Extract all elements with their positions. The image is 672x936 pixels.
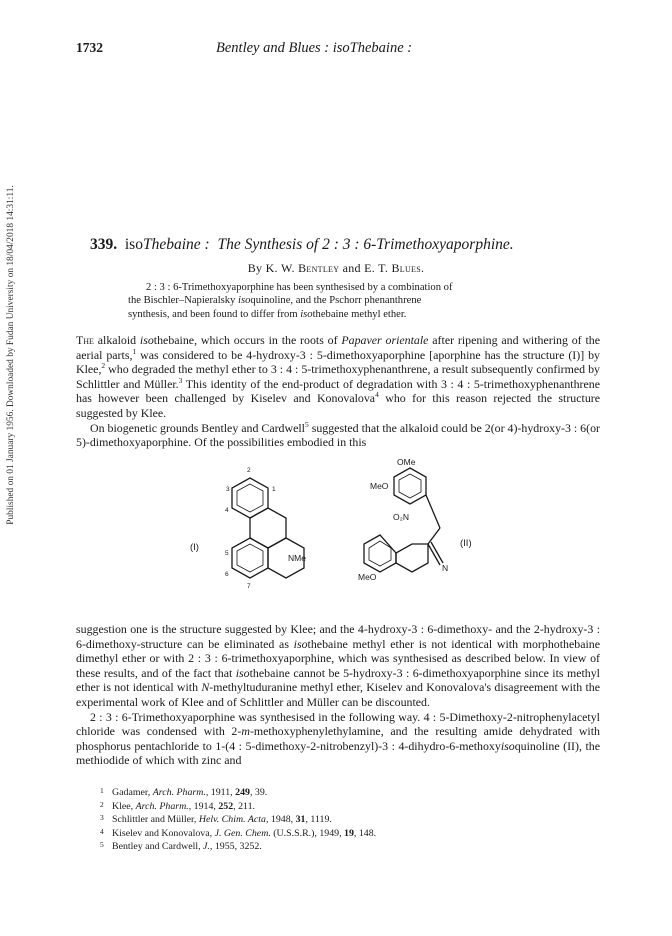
chemical-structures [190,458,502,620]
article-title [90,236,600,254]
byline-and: and E. T. [339,261,392,275]
structure-figure [190,458,502,620]
running-head: Bentley and Blues : isoThebaine : [216,40,413,56]
atom-number-2: 2 [247,467,251,474]
ring-isoquinoline-inner [369,541,391,566]
author-2: Blues [391,261,421,275]
footnotes [100,785,560,853]
label-meo-bottom: MeO [358,572,377,582]
ring-isoquinoline-a [396,544,428,572]
label-ome: OMe [397,458,416,467]
article-number: 339. [90,236,118,253]
paragraph-2: On biogenetic grounds Bentley and Cardwell$^5$ suggested that the alkaloid could be 2(or 4)-hydroxy-3 : 6(or 5)-dimethoxyaporphine. Of the possibilities embodied in this [76,419,600,450]
benzyl-ch2 [426,495,440,528]
label-nme: NMe [288,553,306,563]
footnote: 1 Gadamer, Arch. Pharm., 1911, 249, 39. [100,786,268,798]
ref-4: 4 [375,390,379,400]
ring-a-inner [237,484,263,512]
download-notice [0,120,22,590]
intro-text [76,333,600,450]
atom-number-1: 1 [272,486,276,493]
atom-number-4: 4 [225,507,229,514]
label-n: N [442,563,449,573]
title-compound: Thebaine : [142,236,210,253]
benzyl-link [428,528,440,544]
paragraph-4: 2 : 3 : 6-Trimethoxyaporphine was synthesised in the following way. 4 : 5-Dimethoxy-2-nitrophenylacetyl chloride was condensed with 2-m-methoxyphenylethylamine, and the resulting amide dehydrated with phosphorus pentachloride to 1-(4 : 5-dimethoxy-2-nitrobenzyl)-3 : 4-dihydro-6-methoxyisoquinoline (II), the methiodide of which with zinc and [76,709,600,768]
label-o2n: O₂N [393,512,410,522]
abstract-line-1: 2 : 3 : 6-Trimethoxyaporphine has been synthesised by a combination of [146,282,453,293]
byline [0,261,672,276]
paragraph-3: suggestion one is the structure suggested by Klee; and the 4-hydroxy-3 : 6-dimethoxy- and the 2-hydroxy-3 : 6-dimethoxy-structure can be eliminated as isothebaine methyl ether is not identical with morphothebaine dimethyl ether or with 2 : 3 : 6-trimethoxyaporphine, which was synthesised as described below. In view of these results, and of the fact that isothebaine cannot be 5-hydroxy-3 : 6-dimethoxyaporphine since its methyl ether is not identical with N-methyltuduranine methyl ether, Kiselev and Konovalova's disagreement with the experimental work of Klee and of Schlittler and Müller can be discounted. [76,622,600,709]
footnote: 3 Schlittler and Müller, Helv. Chim. Acta, 1948, 31, 1119. [100,813,332,826]
atom-number-3: 3 [226,486,230,493]
discussion-text [76,622,600,768]
title-subtitle: The Synthesis of 2 : 3 : 6-Trimethoxyaporphine. [217,236,514,253]
label-structure-i: (I) [190,542,199,553]
label-meo-top: MeO [370,481,389,491]
ring-nitroaryl-inner [399,474,421,498]
paragraph-1: The alkaloid isothebaine, which occurs in the roots of Papaver orientale after ripening and withering of the aerial parts,$^1$ was considered to be 4-hydroxy-3 : 5-dimethoxyaporphine [aporphine has the structure (I)] by Klee,$^2$ who degraded the methyl ether to 3 : 4 : 5-trimethoxyphenanthrene, a result subsequently confirmed by Schlittler and Müller.$^3$ This identity of the end-product of degradation with 3 : 4 : 5-trimethoxyphenanthrene has however been challenged by Kiselev and Konovalova$^4$ who for this reason rejected the structure suggested by Klee. [76,333,600,420]
byline-end: . [421,261,425,275]
ref-2: 2 [101,361,106,371]
footnote: 5 Bentley and Cardwell, J., 1955, 3252. [100,840,262,853]
species-name: Papaver orientale [341,333,429,347]
byline-by: By K. W. [247,261,299,275]
abstract-line-2: the Bischler–Napieralsky isoquinoline, and the Pschorr phenanthrene [128,295,422,307]
page-number: 1732 [76,40,103,55]
ref-5: 5 [304,419,309,429]
abstract [128,281,542,321]
download-notice-text: Published on 01 January 1956. Downloaded by Fudan University on 18/04/2018 14:31:11. [6,185,16,525]
atom-number-7: 7 [247,583,251,590]
page-header [76,40,600,60]
author-1: Bentley [298,261,340,275]
title-prefix: iso [124,236,143,253]
abstract-line-3: synthesis, and been found to differ from isothebaine methyl ether. [128,308,407,320]
atom-number-5: 5 [225,550,229,557]
atom-number-6: 6 [225,571,229,578]
ref-1: 1 [132,346,137,356]
ref-3: 3 [178,375,183,385]
ring-b [250,508,286,548]
footnote: 2 Klee, Arch. Pharm., 1914, 252, 211. [100,799,256,812]
ring-d-inner [237,544,263,572]
footnote: 4 Kiselev and Konovalova, J. Gen. Chem. (U.S.S.R.), 1949, 19, 148. [100,826,377,839]
label-structure-ii: (II) [460,538,472,549]
